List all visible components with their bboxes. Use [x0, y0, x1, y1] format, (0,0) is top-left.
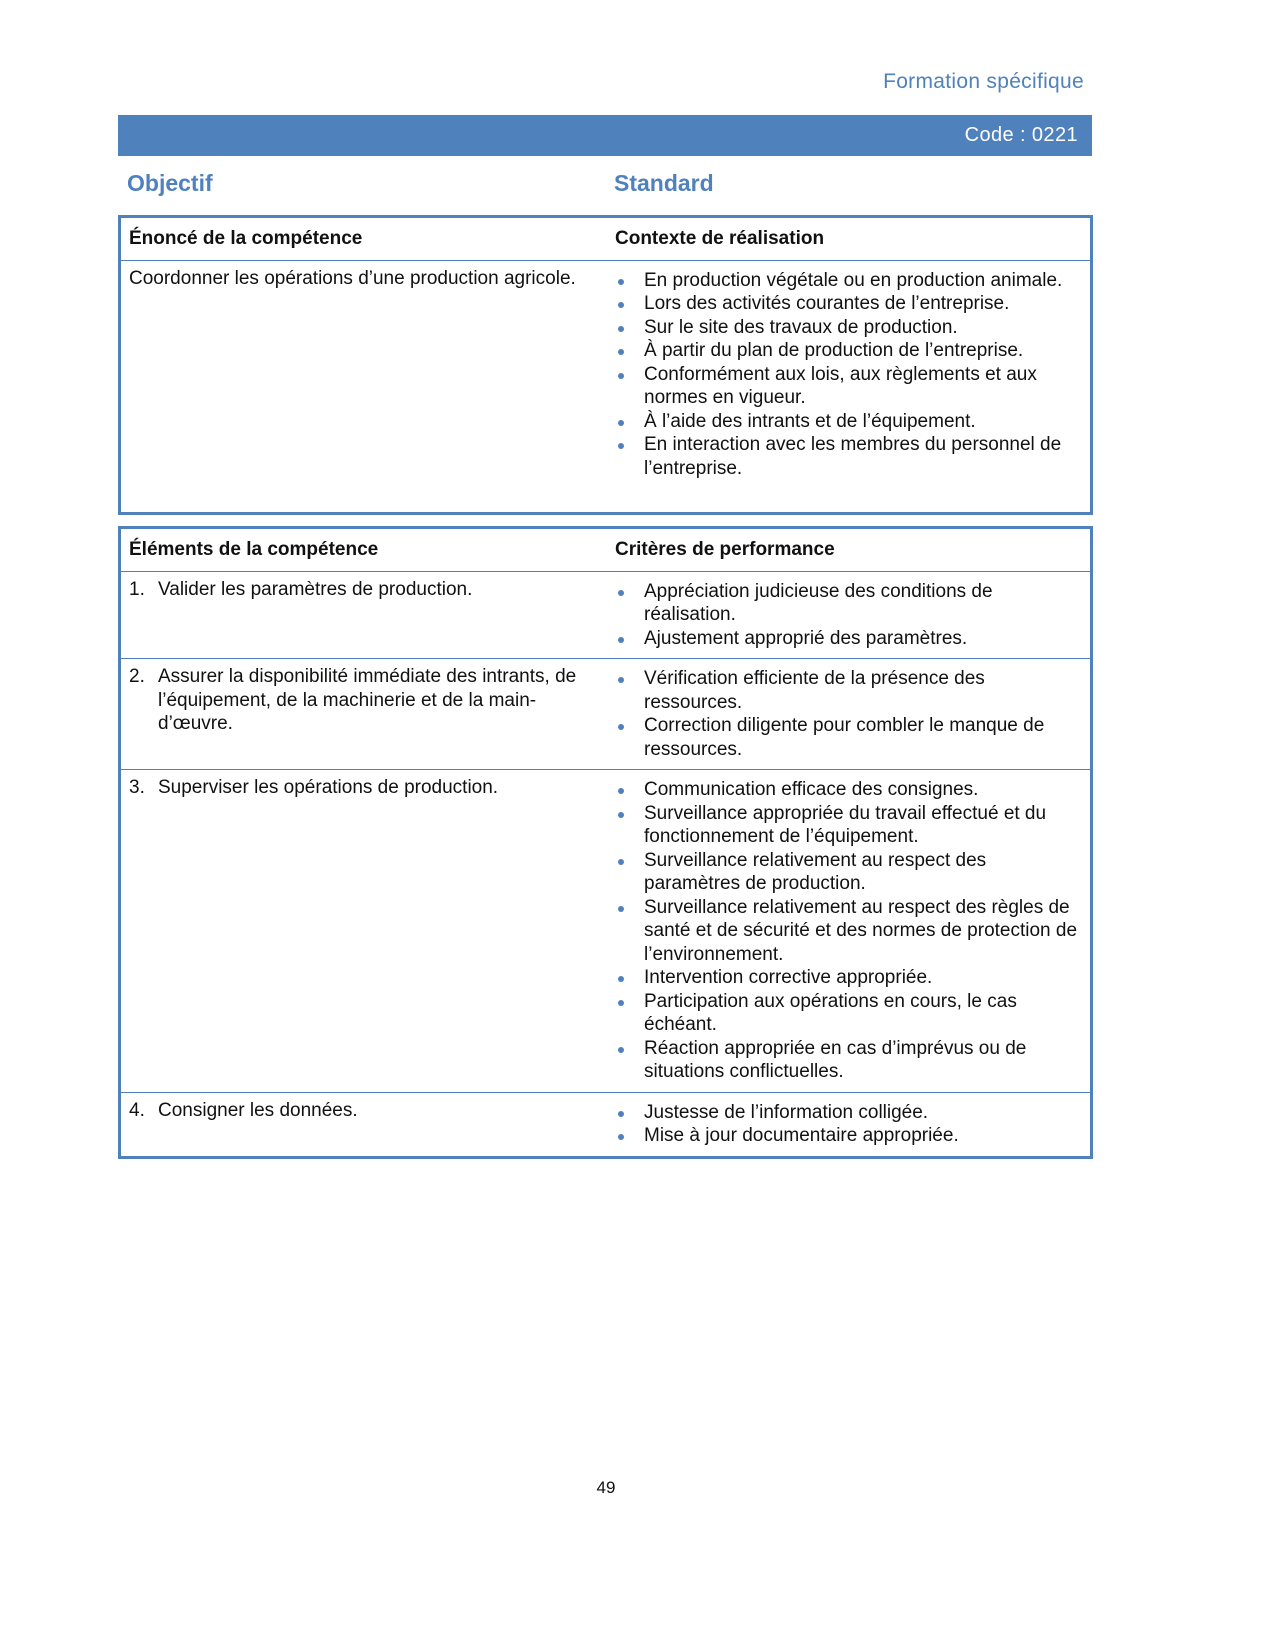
- element-text: Assurer la disponibilité immédiate des intrants, de l’équipement, de la machinerie et de la main-d’œuvre.: [158, 666, 577, 734]
- element-text: Superviser les opérations de production.: [158, 777, 499, 798]
- competency-element: [129, 578, 599, 602]
- competency-elements-table: [118, 526, 1093, 1159]
- bullet-item: Lors des activités courantes de l’entreprise.: [615, 292, 1082, 316]
- element-text: Consigner les données.: [158, 1099, 358, 1121]
- standard-heading: Standard: [614, 170, 714, 196]
- bullet-item: Mise à jour documentaire appropriée.: [615, 1124, 1082, 1148]
- bullet-item: Appréciation judicieuse des conditions de réalisation.: [615, 580, 1082, 627]
- bullet-item: Ajustement approprié des paramètres.: [615, 627, 1082, 651]
- criteria-list: [615, 1101, 1082, 1148]
- page-number: 49: [596, 1478, 616, 1497]
- statement-header: Énoncé de la compétence: [129, 228, 363, 249]
- criteria-header: Critères de performance: [615, 539, 835, 560]
- bullet-item: Correction diligente pour combler le manque de ressources.: [615, 714, 1082, 761]
- elements-header: Éléments de la compétence: [129, 539, 379, 560]
- bullet-item: Surveillance relativement au respect des paramètres de production.: [615, 849, 1082, 896]
- bullet-item: Communication efficace des consignes.: [615, 778, 1082, 802]
- bullet-item: Conformément aux lois, aux règlements et aux normes en vigueur.: [615, 363, 1082, 410]
- bullet-item: En interaction avec les membres du personnel de l’entreprise.: [615, 433, 1082, 480]
- competency-code: Code : 0221: [964, 124, 1078, 146]
- objective-heading: Objectif: [127, 170, 213, 196]
- context-header: Contexte de réalisation: [615, 228, 825, 249]
- competency-element: [129, 665, 599, 736]
- element-text: Valider les paramètres de production.: [158, 578, 473, 600]
- bullet-item: Sur le site des travaux de production.: [615, 316, 1082, 340]
- bullet-item: Vérification efficiente de la présence des ressources.: [615, 667, 1082, 714]
- bullet-item: Justesse de l’information colligée.: [615, 1101, 1082, 1125]
- criteria-list: [615, 580, 1082, 651]
- table-row: [120, 1092, 1092, 1157]
- code-band: [118, 115, 1092, 156]
- bullet-item: À partir du plan de production de l’entreprise.: [615, 339, 1082, 363]
- bullet-item: Participation aux opérations en cours, le cas échéant.: [615, 990, 1082, 1037]
- element-number: 1.: [129, 578, 145, 600]
- table-row: [120, 571, 1092, 659]
- bullet-item: Surveillance appropriée du travail effectué et du fonctionnement de l’équipement.: [615, 802, 1082, 849]
- criteria-list: [615, 667, 1082, 761]
- document-section-title: Formation spécifique: [883, 70, 1084, 93]
- bullet-item: Surveillance relativement au respect des règles de santé et de sécurité et des normes de protection de l’environnement.: [615, 896, 1082, 967]
- bullet-item: À l’aide des intrants et de l’équipement.: [615, 410, 1082, 434]
- element-number: 4.: [129, 1099, 145, 1121]
- competency-statement-table: [118, 215, 1093, 515]
- bullet-item: Réaction appropriée en cas d’imprévus ou de situations conflictuelles.: [615, 1037, 1082, 1084]
- element-number: 2.: [129, 666, 145, 687]
- element-number: 3.: [129, 777, 145, 798]
- bullet-item: En production végétale ou en production animale.: [615, 269, 1082, 293]
- table-row: [120, 659, 1092, 770]
- bullet-item: Intervention corrective appropriée.: [615, 966, 1082, 990]
- table-row: [120, 770, 1092, 1093]
- competency-element: [129, 776, 599, 800]
- context-list: [615, 269, 1082, 481]
- competency-statement: Coordonner les opérations d’une production agricole.: [120, 260, 608, 513]
- competency-element: [129, 1099, 599, 1123]
- criteria-list: [615, 778, 1082, 1084]
